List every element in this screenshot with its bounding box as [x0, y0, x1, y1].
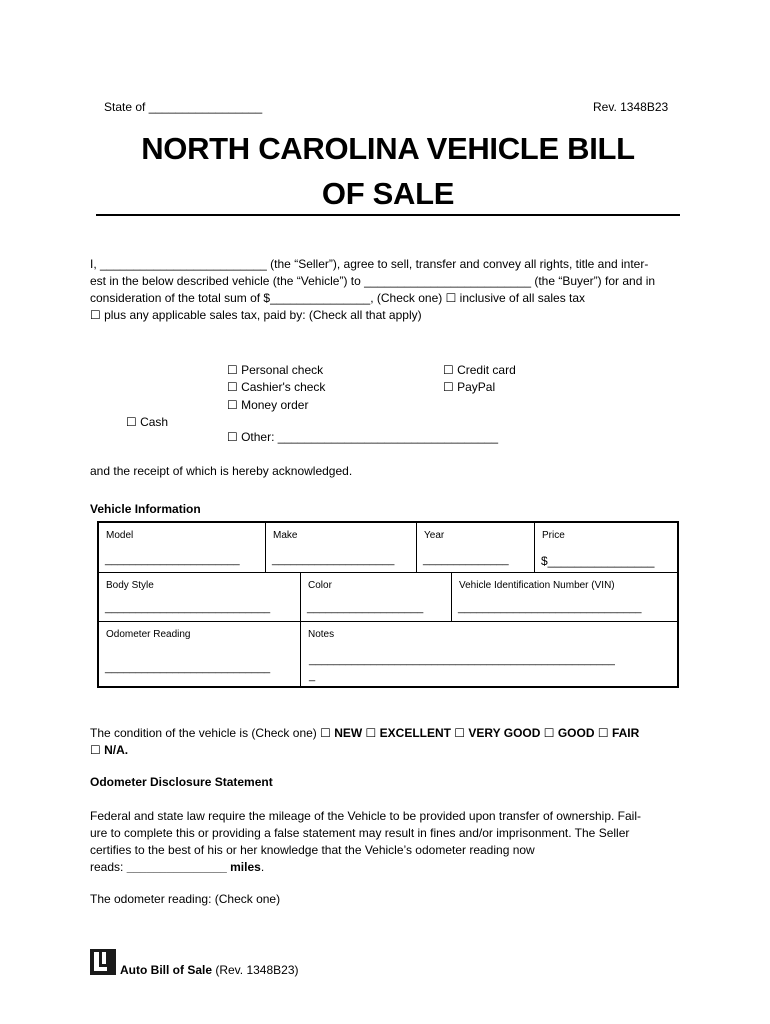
color-label: Color — [308, 580, 332, 591]
make-field[interactable]: ____________________ — [272, 554, 395, 566]
odometer-line-2: ure to complete this or providing a false statement may result in fines and/or imprisonment. The Seller — [90, 826, 630, 840]
intro-paragraph — [90, 256, 655, 324]
price-cell — [535, 523, 677, 573]
intro-line-2[interactable]: est in the below described vehicle (the “Vehicle”) to _________________________ (the “Buyer”) for and in — [90, 274, 656, 288]
payment-personal-check-checkbox[interactable]: ☐ Personal check — [227, 363, 324, 377]
year-cell — [417, 523, 535, 573]
odometer-reading-text: The odometer reading: (Check one) — [90, 892, 281, 906]
color-field[interactable]: ___________________ — [307, 602, 424, 614]
make-label: Make — [273, 530, 298, 541]
vin-field[interactable]: ______________________________ — [458, 602, 642, 614]
price-field[interactable]: $________________ — [541, 554, 655, 568]
footer-label — [120, 963, 299, 977]
body-style-label: Body Style — [106, 580, 154, 591]
odometer-line-1: Federal and state law require the mileage of the Vehicle to be provided upon transfer of ownership. Fail- — [90, 809, 641, 823]
page-title — [90, 126, 686, 216]
title-line-1: NORTH CAROLINA VEHICLE BILL — [141, 131, 635, 166]
payment-cashiers-check-checkbox[interactable]: ☐ Cashier's check — [227, 380, 326, 394]
condition-statement — [90, 725, 639, 759]
odometer-reads-suffix: . — [260, 860, 265, 874]
logo-icon — [90, 949, 116, 975]
odometer-miles-field[interactable]: _______________ miles — [126, 860, 261, 874]
revision-label: Rev. 1348B23 — [593, 100, 669, 114]
odometer-label: Odometer Reading — [106, 629, 191, 640]
year-label: Year — [424, 530, 445, 541]
vehicle-info-heading: Vehicle Information — [90, 502, 201, 516]
condition-option-na[interactable]: ☐ N/A. — [90, 743, 129, 757]
payment-credit-card-checkbox[interactable]: ☐ Credit card — [443, 363, 516, 377]
notes-field-line-1[interactable]: __________________________________________________ — [309, 654, 615, 666]
vehicle-info-table — [97, 521, 679, 688]
notes-field-line-2[interactable]: _ — [309, 670, 316, 682]
model-label: Model — [106, 530, 134, 541]
model-cell — [99, 523, 266, 573]
vin-cell — [452, 573, 677, 622]
intro-line-4[interactable]: ☐ plus any applicable sales tax, paid by: (Check all that apply) — [90, 308, 422, 322]
payment-paypal-checkbox[interactable]: ☐ PayPal — [443, 380, 496, 394]
odometer-cell — [99, 622, 301, 686]
title-line-2: OF SALE — [321, 176, 455, 211]
title-divider — [96, 214, 680, 216]
body-style-cell — [99, 573, 301, 622]
odometer-field[interactable]: ___________________________ — [105, 662, 271, 674]
payment-money-order-checkbox[interactable]: ☐ Money order — [227, 398, 309, 412]
make-cell — [266, 523, 417, 573]
odometer-disclosure-paragraph — [90, 808, 641, 876]
body-style-field[interactable]: ___________________________ — [105, 602, 271, 614]
intro-line-3[interactable]: consideration of the total sum of $_______________, (Check one) ☐ inclusive of all sales tax — [90, 291, 586, 305]
odometer-disclosure-heading: Odometer Disclosure Statement — [90, 775, 273, 789]
vin-label: Vehicle Identification Number (VIN) — [459, 580, 615, 591]
notes-label: Notes — [308, 629, 335, 640]
condition-prefix: The condition of the vehicle is (Check one) — [90, 726, 321, 740]
intro-line-1[interactable]: I, _________________________ (the “Seller”), agree to sell, transfer and convey all rights, title and inter- — [90, 257, 649, 271]
state-field[interactable]: State of _________________ — [104, 100, 263, 114]
payment-other-checkbox[interactable]: ☐ Other: _________________________________ — [227, 430, 499, 444]
payment-cash-checkbox[interactable]: ☐ Cash — [126, 415, 169, 429]
footer-revision: (Rev. 1348B23) — [212, 963, 299, 977]
odometer-line-3: certifies to the best of his or her knowledge that the Vehicle’s odometer reading now — [90, 843, 535, 857]
odometer-reads-prefix: reads: — [90, 860, 127, 874]
footer-title: Auto Bill of Sale — [120, 963, 213, 977]
price-label: Price — [542, 530, 565, 541]
year-field[interactable]: ______________ — [423, 554, 509, 566]
receipt-text: and the receipt of which is hereby acknowledged. — [90, 464, 353, 478]
color-cell — [301, 573, 452, 622]
condition-options[interactable]: ☐ NEW ☐ EXCELLENT ☐ VERY GOOD ☐ GOOD ☐ FAIR — [320, 726, 640, 740]
notes-cell — [301, 622, 677, 686]
model-field[interactable]: ______________________ — [105, 554, 240, 566]
